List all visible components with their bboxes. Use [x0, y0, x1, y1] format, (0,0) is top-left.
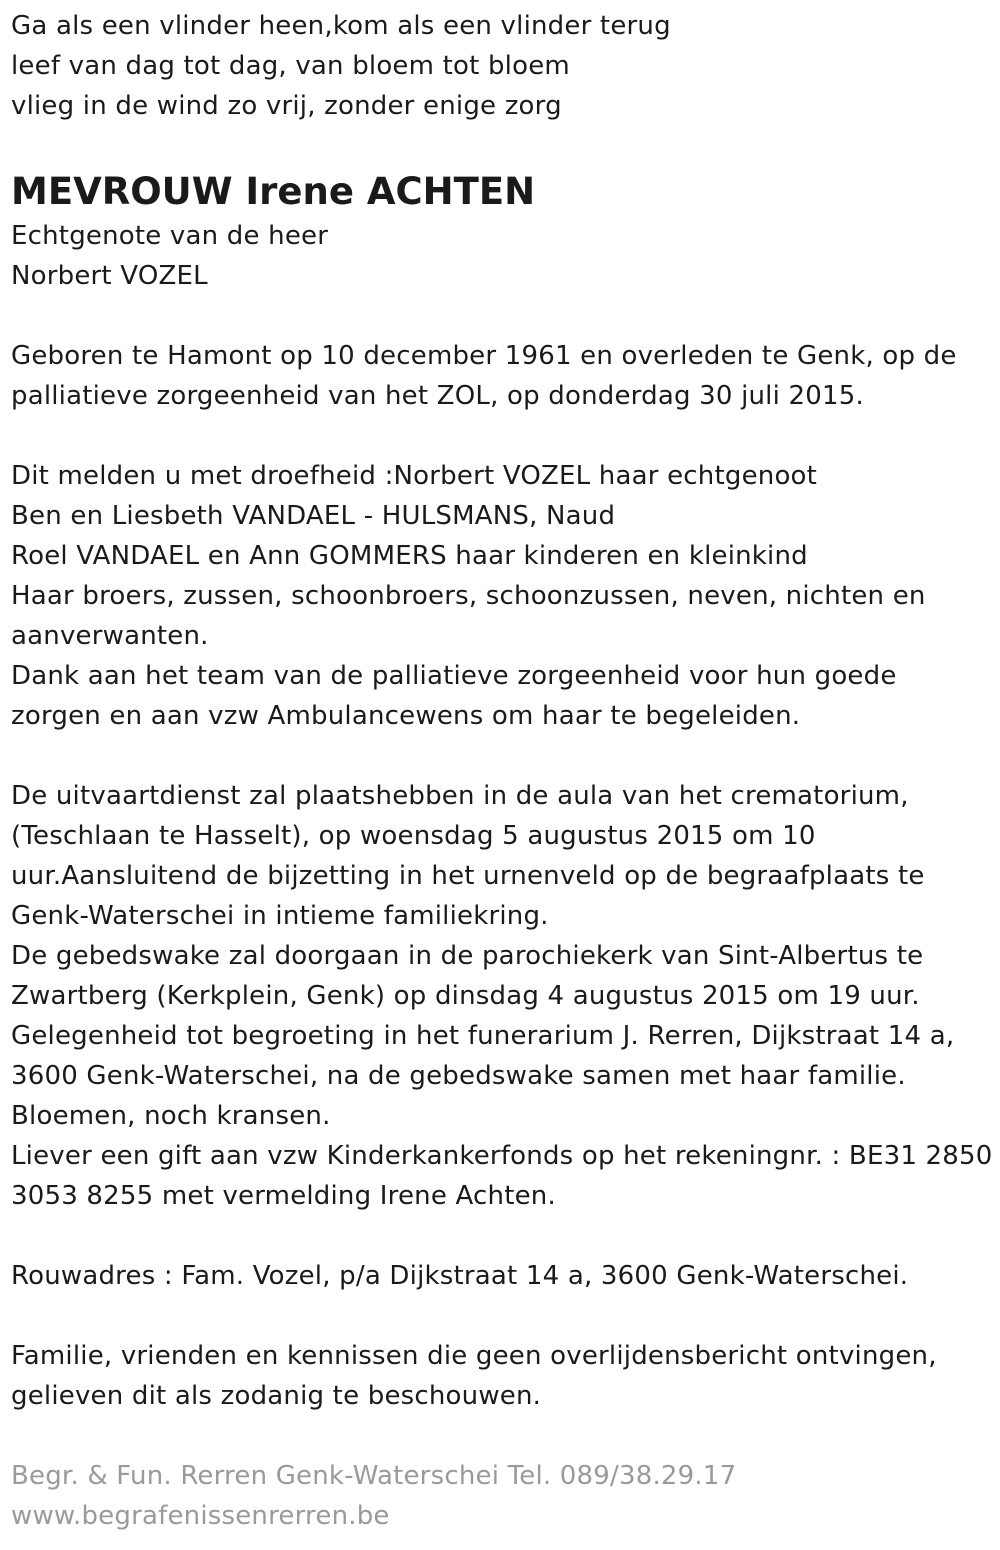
service-paragraph — [11, 776, 991, 1216]
mourning-address: Rouwadres : Fam. Vozel, p/a Dijkstraat 14 a, 3600 Genk-Waterschei. — [11, 1261, 909, 1291]
paragraph-line: Dank aan het team van de palliatieve zorgeenheid voor hun goede — [11, 661, 897, 691]
obituary-document — [11, 6, 991, 1536]
spacer — [11, 736, 991, 776]
paragraph-line: palliatieve zorgeenheid van het ZOL, op donderdag 30 juli 2015. — [11, 381, 864, 411]
spacer — [11, 1416, 991, 1456]
paragraph-line: Zwartberg (Kerkplein, Genk) op dinsdag 4 augustus 2015 om 19 uur. — [11, 981, 920, 1011]
paragraph-line: Bloemen, noch kransen. — [11, 1101, 331, 1131]
paragraph-line: Ben en Liesbeth VANDAEL - HULSMANS, Naud — [11, 501, 616, 531]
spacer — [11, 1296, 991, 1336]
funeral-home-contact: Begr. & Fun. Rerren Genk-Waterschei Tel. 089/38.29.17 — [11, 1461, 737, 1491]
paragraph-line: Gelegenheid tot begroeting in het funerarium J. Rerren, Dijkstraat 14 a, — [11, 1021, 955, 1051]
spacer — [11, 296, 991, 336]
paragraph-line: Genk-Waterschei in intieme familiekring. — [11, 901, 549, 931]
address-paragraph — [11, 1256, 991, 1296]
paragraph-line: uur.Aansluitend de bijzetting in het urnenveld op de begraafplaats te — [11, 861, 925, 891]
announcement-paragraph — [11, 456, 991, 736]
paragraph-line: gelieven dit als zodanig te beschouwen. — [11, 1381, 542, 1411]
paragraph-line: Liever een gift aan vzw Kinderkankerfonds op het rekeningnr. : BE31 2850 — [11, 1141, 993, 1171]
paragraph-line: aanverwanten. — [11, 621, 209, 651]
paragraph-line: Roel VANDAEL en Ann GOMMERS haar kinderen en kleinkind — [11, 541, 808, 571]
paragraph-line: zorgen en aan vzw Ambulancewens om haar te begeleiden. — [11, 701, 801, 731]
relation-line: Echtgenote van de heer — [11, 221, 329, 251]
poem-line: leef van dag tot dag, van bloem tot bloem — [11, 51, 570, 81]
paragraph-line: Geboren te Hamont op 10 december 1961 en overleden te Genk, op de — [11, 341, 957, 371]
spacer — [11, 126, 991, 166]
deceased-name: MEVROUW Irene ACHTEN — [11, 170, 536, 213]
paragraph-line: De gebedswake zal doorgaan in de parochiekerk van Sint-Albertus te — [11, 941, 924, 971]
paragraph-line: (Teschlaan te Hasselt), op woensdag 5 augustus 2015 om 10 — [11, 821, 816, 851]
spacer — [11, 416, 991, 456]
paragraph-line: De uitvaartdienst zal plaatshebben in de aula van het crematorium, — [11, 781, 909, 811]
deceased-section — [11, 168, 991, 296]
paragraph-line: 3053 8255 met vermelding Irene Achten. — [11, 1181, 556, 1211]
spacer — [11, 1216, 991, 1256]
notice-paragraph — [11, 1336, 991, 1416]
paragraph-line: Dit melden u met droefheid :Norbert VOZEL haar echtgenoot — [11, 461, 818, 491]
paragraph-line: Familie, vrienden en kennissen die geen overlijdensbericht ontvingen, — [11, 1341, 937, 1371]
birth-death-paragraph — [11, 336, 991, 416]
footer — [11, 1456, 991, 1536]
funeral-home-website: www.begrafenissenrerren.be — [11, 1501, 390, 1531]
poem-line: vlieg in de wind zo vrij, zonder enige zorg — [11, 91, 562, 121]
poem — [11, 6, 991, 126]
relation-line: Norbert VOZEL — [11, 261, 208, 291]
poem-line: Ga als een vlinder heen,kom als een vlinder terug — [11, 11, 671, 41]
paragraph-line: 3600 Genk-Waterschei, na de gebedswake samen met haar familie. — [11, 1061, 906, 1091]
paragraph-line: Haar broers, zussen, schoonbroers, schoonzussen, neven, nichten en — [11, 581, 926, 611]
